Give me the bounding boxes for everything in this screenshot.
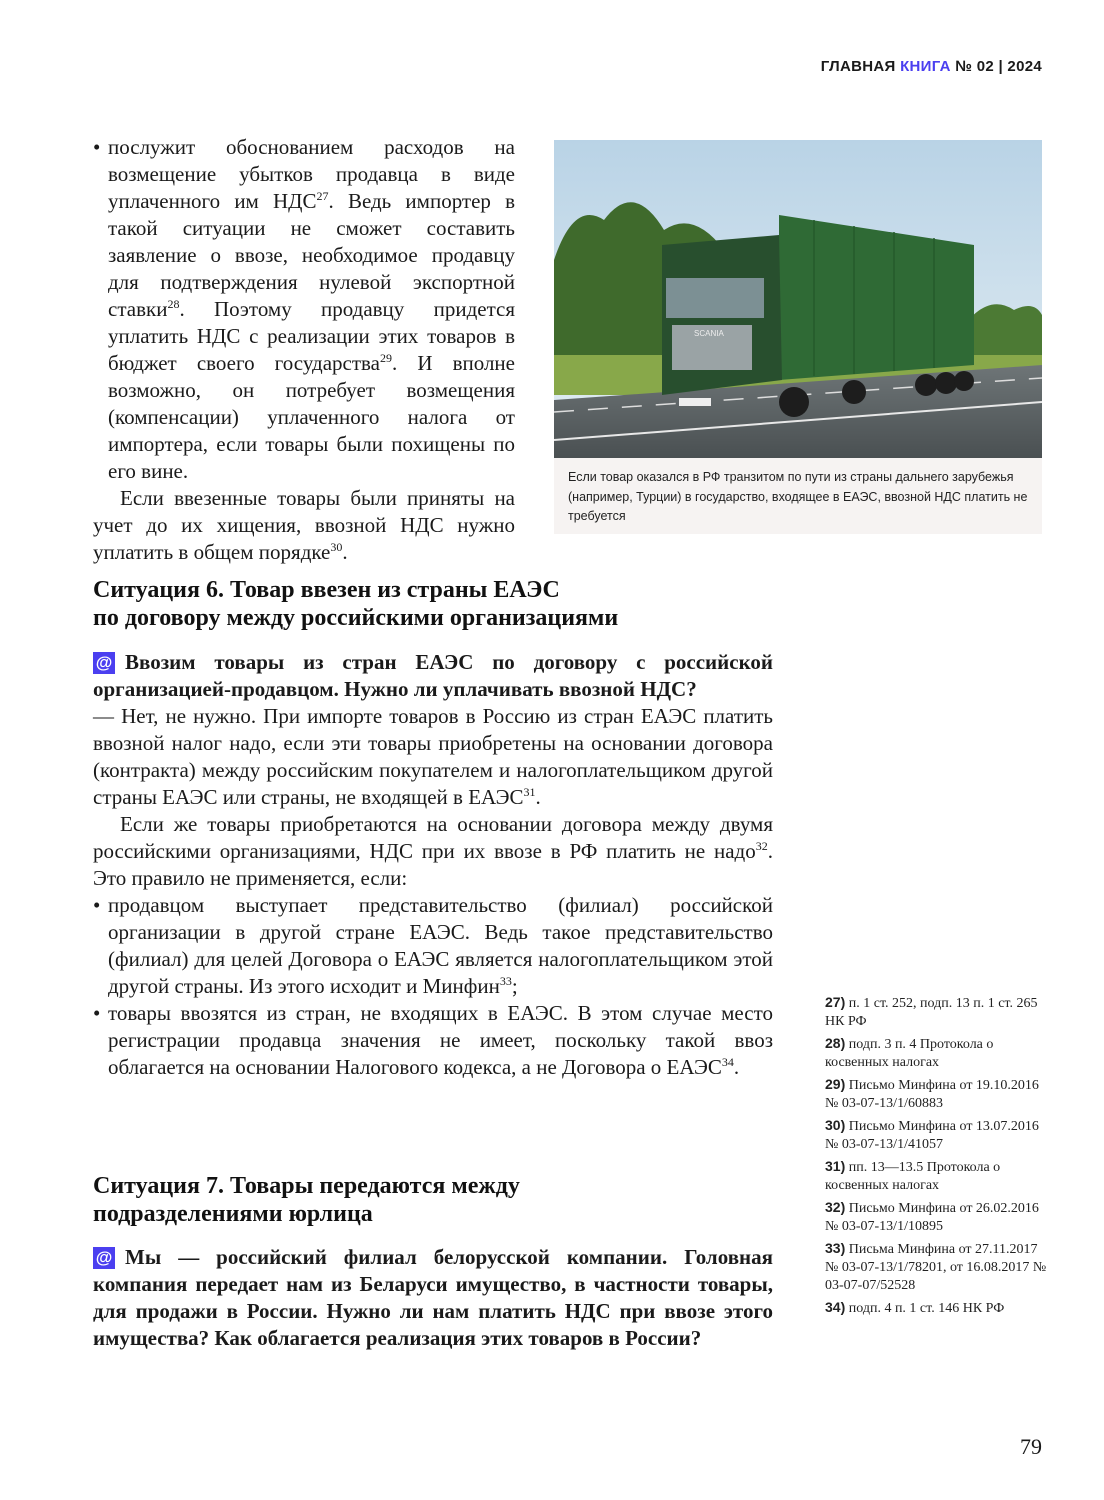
photo-caption: Если товар оказался в РФ транзитом по пути из страны дальнего зарубежья (например, Турции) в государство, входящее в ЕАЭС, ввозной НДС платить не требуется: [554, 458, 1042, 534]
footnote: 31) пп. 13—13.5 Протокола о косвенных налогах: [825, 1158, 1001, 1193]
brand-part2: КНИГА: [900, 58, 951, 75]
footnote: 33) Письма Минфина от 27.11.2017 № 03-07-13/1/78201, от 16.08.2017 № 03-07-07/52528: [825, 1240, 1047, 1293]
question: @ Мы — российский филиал белорусской компании. Головная компания передает нам из Беларуси имущество, в частности товары, для продажи в России. Нужно ли нам платить НДС при ввозе этого имущества? Как облагается реализация этих товаров в России?: [93, 1245, 773, 1350]
paragraph: Если ввезенные товары были приняты на учет до их хищения, ввозной НДС нужно уплатить в общем порядке$^{30}$.: [93, 486, 515, 564]
footnote: 34) подп. 4 п. 1 ст. 146 НК РФ: [825, 1299, 1005, 1316]
answer: — Нет, не нужно. При импорте товаров в Россию из стран ЕАЭС платить ввозной налог надо, если эти товары приобретены на основании договора (контракта) между российским покупателем и налогоплательщиком другой страны ЕАЭС или страны, не входящей в ЕАЭС$^{31}$.: [93, 704, 773, 809]
section-6-heading: Ситуация 6. Товар ввезен из страны ЕАЭС по договору между российскими организациями: [93, 577, 619, 631]
footnote: 30) Письмо Минфина от 13.07.2016 № 03-07-13/1/41057: [825, 1117, 1039, 1152]
left-column-text: [93, 134, 515, 566]
issue-number: № 02 | 2024: [955, 58, 1042, 75]
truck-brand: SCANIA: [694, 329, 724, 338]
question: @ Ввозим товары из стран ЕАЭС по договору с российской организацией-продавцом. Нужно ли уплачивать ввозной НДС?: [93, 650, 773, 701]
footnote: 29) Письмо Минфина от 19.10.2016 № 03-07-13/1/60883: [825, 1076, 1039, 1111]
brand-part1: ГЛАВНАЯ: [820, 58, 896, 75]
footnote: 27) п. 1 ст. 252, подп. 13 п. 1 ст. 265 НК РФ: [825, 994, 1038, 1029]
page-number: 79: [1020, 1434, 1042, 1459]
bullet-item: • продавцом выступает представительство (филиал) российской организации в другой стране ЕАЭС. Ведь такое представительство (филиал) для целей Договора о ЕАЭС является налогоплательщиком этой другой страны. Из этого исходит и Минфин$^{33}$;: [93, 893, 773, 998]
at-sign-icon: @: [93, 1247, 115, 1269]
footnote: 28) подп. 3 п. 4 Протокола о косвенных налогах: [825, 1035, 994, 1070]
running-header: [821, 58, 1042, 75]
footnotes: [825, 993, 1050, 1321]
at-sign-icon: @: [93, 652, 115, 674]
footnote: 32) Письмо Минфина от 26.02.2016 № 03-07-13/1/10895: [825, 1199, 1039, 1234]
bullet-item: • товары ввозятся из стран, не входящих в ЕАЭС. В этом случае место регистрации продавца значения не имеет, поскольку такой ввоз облагается на основании Налогового кодекса, а не Договора о ЕАЭС$^{34}$.: [93, 1001, 773, 1079]
truck-photo: [554, 140, 1042, 458]
paragraph: Если же товары приобретаются на основании договора между двумя российскими организациями, НДС при их ввозе в РФ платить не надо$^{32}$. Это правило не применяется, если:: [93, 812, 773, 890]
section-7-body: [93, 1244, 773, 1352]
bullet-item: • послужит обоснованием расходов на возмещение убытков продавца в виде уплаченного им НДС$^{27}$. Ведь импортер в такой ситуации не сможет составить заявление о ввозе, необходимое продавцу для подтверждения нулевой экспортной ставки$^{28}$. Поэтому продавцу придется уплатить НДС с реализации этих товаров в бюджет своего государства$^{29}$. И вполне возможно, он потребует возмещения (компенсации) уплаченного налога от импортера, если товары были похищены по его вине.: [93, 135, 515, 483]
section-6-body: [93, 649, 773, 1081]
section-7-heading: Ситуация 7. Товары передаются между подразделениями юрлица: [93, 1173, 520, 1227]
